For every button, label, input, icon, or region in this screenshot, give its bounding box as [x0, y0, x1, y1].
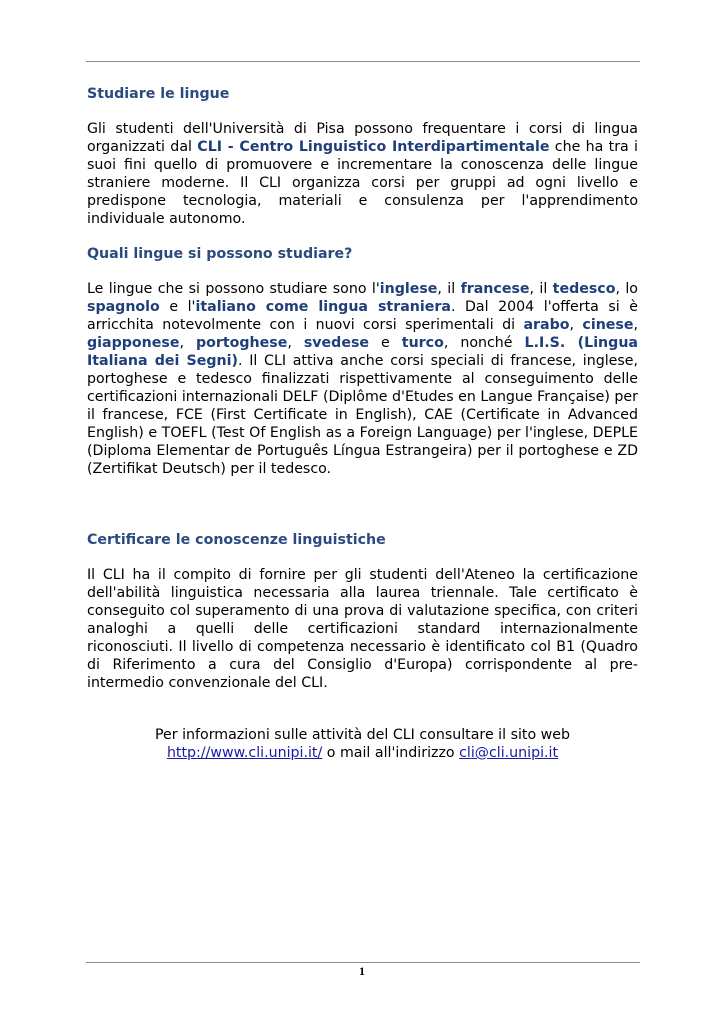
info-middle-text: o mail all'indirizzo	[322, 745, 460, 761]
info-line: Per informazioni sulle attività del CLI consultare il sito web	[154, 727, 571, 743]
paragraph-text: ,	[633, 317, 639, 333]
email-link[interactable]: cli@cli.unipi.it	[459, 745, 559, 761]
paragraph-text: e l'	[159, 299, 196, 315]
highlighted-term: cinese	[582, 317, 634, 333]
paragraph-text: Gli studenti dell'Università di Pisa possono frequentare i corsi di lingua organizzati dal	[87, 121, 638, 155]
section-heading-certificare: Certificare le conoscenze linguistiche	[87, 532, 386, 548]
highlighted-term: giapponese	[87, 335, 180, 351]
paragraph-text: che ha tra i suoi fini quello di promuovere e incrementare la conoscenza delle lingue straniere moderne. Il CLI organizza corsi per gruppi ad ogni livello e predispone tecnologia, materiali e consulenza per l'apprendimento individuale autonomo.	[87, 139, 638, 227]
paragraph-text: e	[369, 335, 402, 351]
highlighted-term: svedese	[303, 335, 370, 351]
highlighted-term: inglese	[379, 281, 438, 297]
highlighted-term: spagnolo	[87, 299, 160, 315]
paragraph-text: ,	[569, 317, 583, 333]
section-paragraph-certificare	[87, 566, 638, 692]
highlighted-term: CLI - Centro Linguistico Interdipartimentale	[197, 139, 550, 155]
website-link[interactable]: http://www.cli.unipi.it/	[166, 745, 323, 761]
section-heading-quali-lingue: Quali lingue si possono studiare?	[87, 246, 353, 262]
highlighted-term: portoghese	[195, 335, 288, 351]
header-rule	[86, 61, 640, 62]
info-links-line	[87, 744, 638, 762]
paragraph-text: ,	[179, 335, 196, 351]
paragraph-text: , lo	[615, 281, 638, 297]
paragraph-text: Il CLI ha il compito di fornire per gli studenti dell'Ateneo la certificazione dell'abilità linguistica necessaria alla laurea triennale. Tale certificato è conseguito col superamento di una prova di valutazione specifica, con criteri analoghi a quelli delle certificazioni standard internazionalmente riconosciuti. Il livello di competenza necessario è identificato col B1 (Quadro di Riferimento a cura del Consiglio d'Europa) corrispondente al pre-intermedio convenzionale del CLI.	[87, 567, 638, 691]
info-block	[87, 726, 638, 762]
paragraph-text: . Il CLI attiva anche corsi speciali di francese, inglese, portoghese e tedesco finalizzati rispettivamente al conseguimento delle certificazioni internazionali DELF (Diplôme d'Etudes en Langue Française) per il francese, FCE (First Certificate in English), CAE (Certificate in Advanced English) e TOEFL (Test Of English as a Foreign Language) per l'inglese, DEPLE (Diploma Elementar de Português Língua Estrangeira) per il portoghese e ZD (Zertifikat Deutsch) per il tedesco.	[87, 353, 639, 477]
paragraph-text: ,	[287, 335, 304, 351]
page-number: 1	[359, 964, 365, 978]
document-body	[87, 84, 638, 762]
section-heading-studiare: Studiare le lingue	[87, 86, 230, 102]
highlighted-term: turco	[401, 335, 444, 351]
paragraph-text: Le lingue che si possono studiare sono l'	[87, 281, 380, 297]
highlighted-term: italiano come lingua straniera	[195, 299, 451, 315]
highlighted-term: arabo	[523, 317, 570, 333]
section-paragraph-quali-lingue	[87, 280, 638, 478]
highlighted-term: tedesco	[552, 281, 616, 297]
paragraph-text: , nonché	[443, 335, 525, 351]
paragraph-text: . Dal 2004 l'offerta si è arricchita notevolmente con i nuovi corsi sperimentali di	[87, 299, 639, 333]
highlighted-term: francese	[460, 281, 530, 297]
paragraph-text: , il	[529, 281, 553, 297]
paragraph-text: , il	[437, 281, 461, 297]
highlighted-term: L.I.S. (Lingua Italiana dei Segni)	[87, 335, 638, 369]
section-paragraph-studiare	[87, 120, 638, 228]
